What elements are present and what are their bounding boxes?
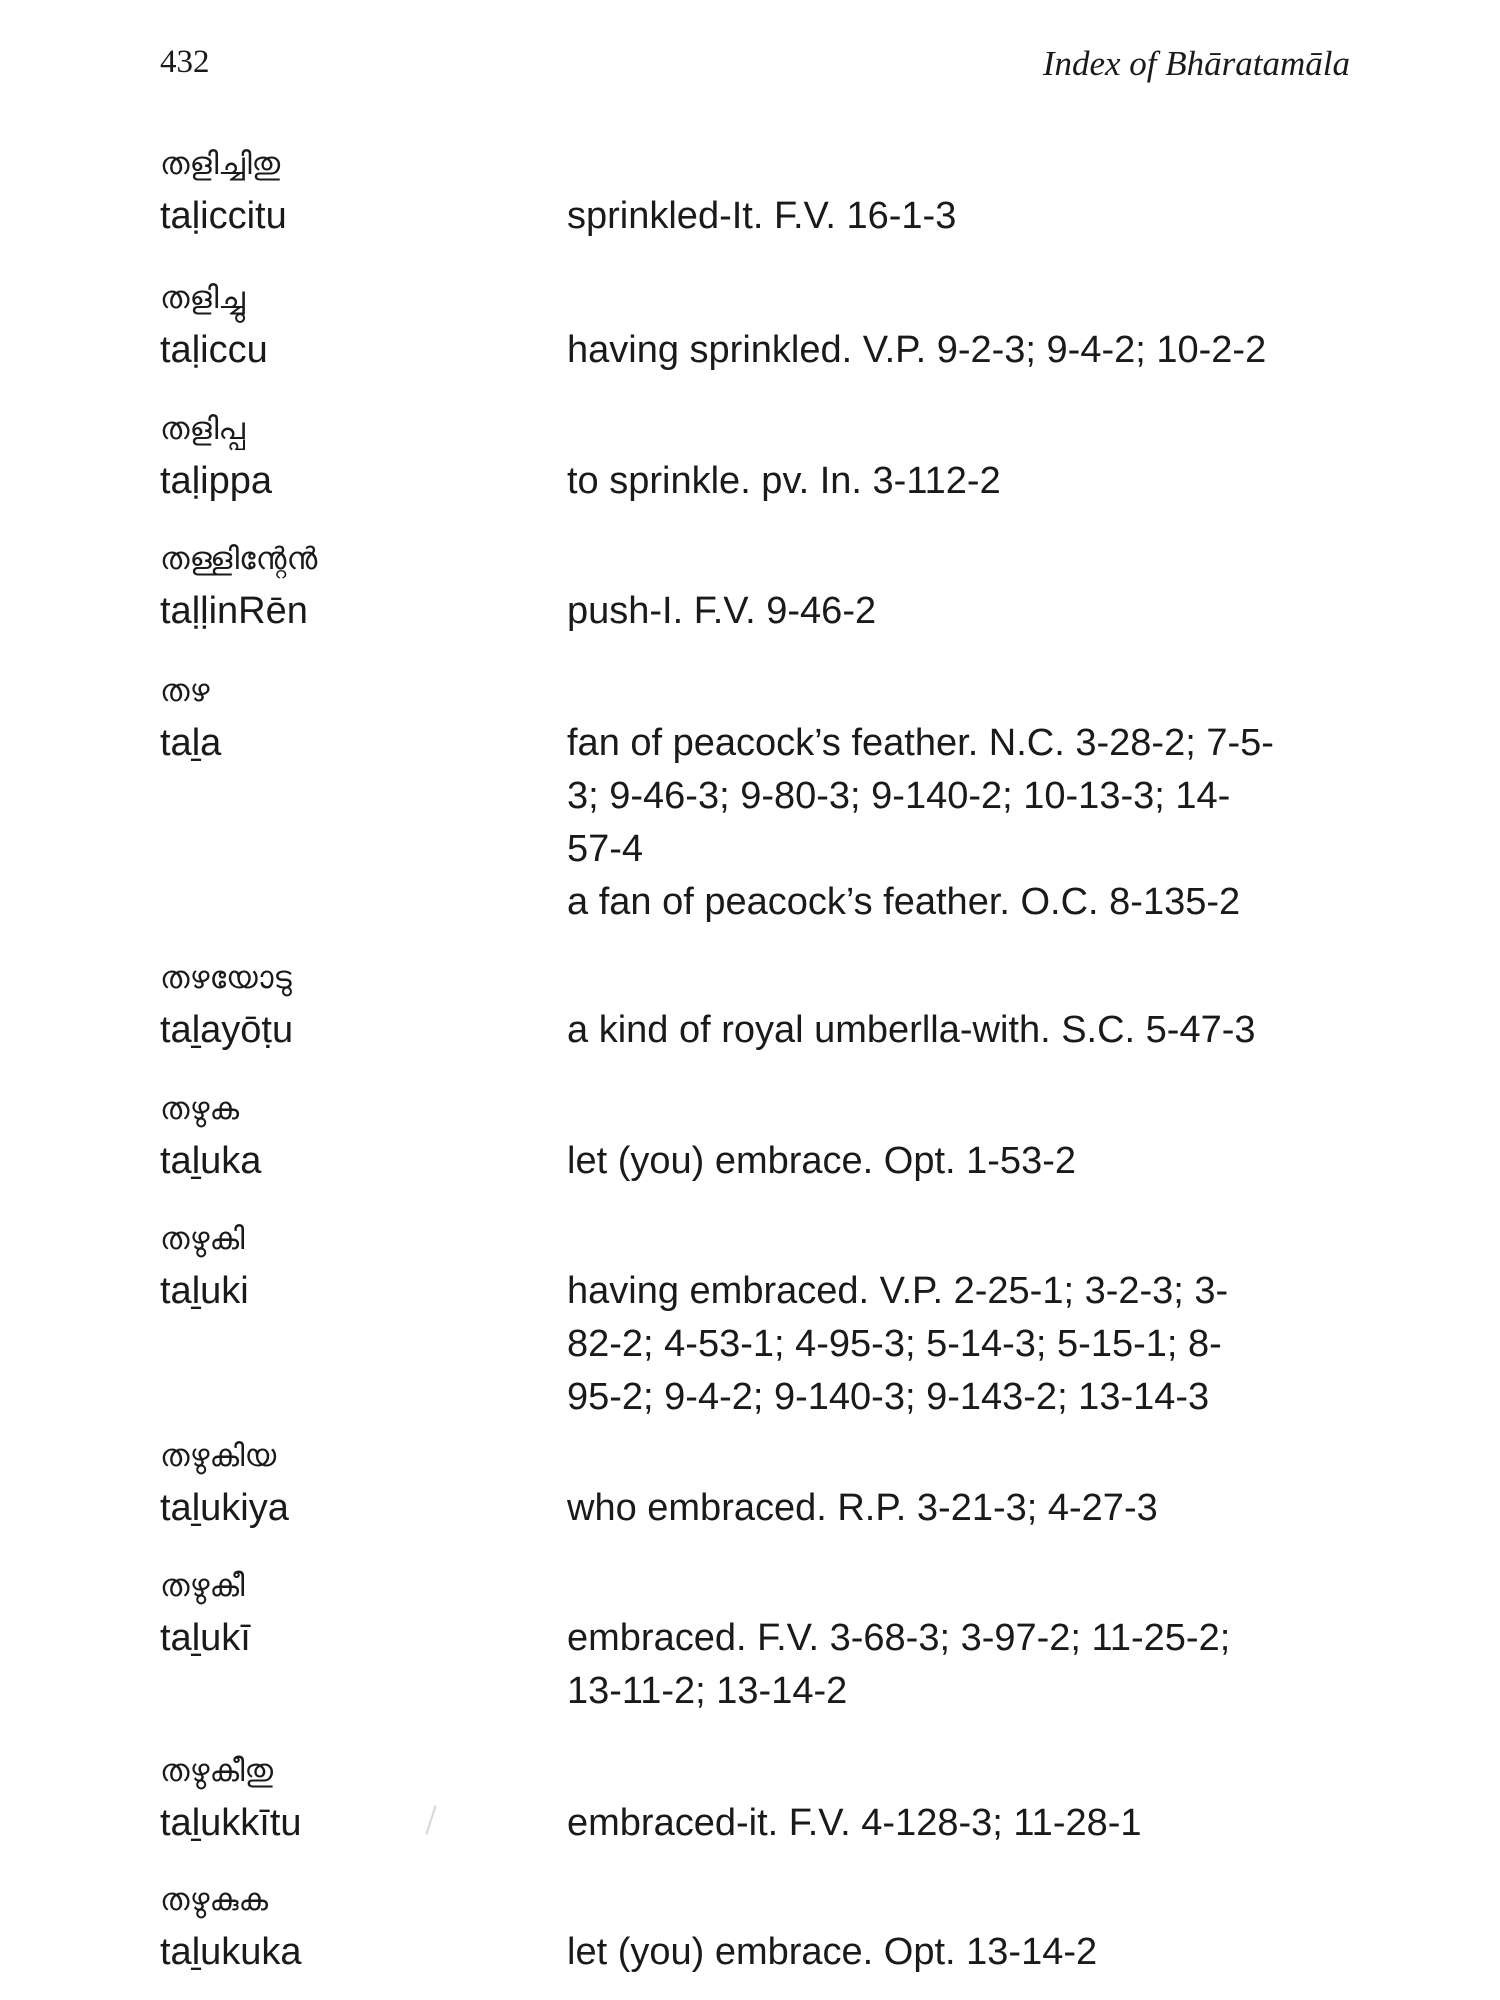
definition-line: embraced. F.V. 3-68-3; 3-97-2; 11-25-2; [567, 1617, 1231, 1659]
definition-line: embraced-it. F.V. 4-128-3; 11-28-1 [567, 1802, 1142, 1844]
transliteration: taḻuki [160, 1270, 249, 1312]
malayalam-headword: തള്ളിന്റേൻ [160, 541, 318, 577]
definition [567, 1926, 1362, 1979]
transliteration: taḷiccitu [160, 195, 287, 237]
malayalam-headword: തളിപ്പ [160, 411, 245, 447]
malayalam-headword: തഴുകീ [160, 1568, 245, 1604]
malayalam-headword: തഴുക [160, 1091, 240, 1127]
definition [567, 1265, 1362, 1424]
index-entry [160, 533, 1360, 638]
definition-line: 3; 9-46-3; 9-80-3; 9-140-2; 10-13-3; 14- [567, 775, 1231, 817]
definition-line: having sprinkled. V.P. 9-2-3; 9-4-2; 10-2-2 [567, 329, 1267, 371]
index-entry [160, 665, 1360, 929]
index-entry [160, 1745, 1360, 1850]
definition [567, 1612, 1362, 1718]
malayalam-headword: തഴുകി [160, 1221, 245, 1257]
definition [567, 455, 1362, 508]
definition [567, 1797, 1362, 1850]
transliteration: taḷiccu [160, 329, 268, 371]
definition-line: 82-2; 4-53-1; 4-95-3; 5-14-3; 5-15-1; 8- [567, 1323, 1222, 1365]
definition-line: having embraced. V.P. 2-25-1; 3-2-3; 3- [567, 1270, 1229, 1312]
transliteration: taḻayōṭu [160, 1009, 294, 1051]
definition [567, 1482, 1362, 1535]
malayalam-headword: തഴ [160, 673, 210, 709]
definition-line: let (you) embrace. Opt. 1-53-2 [567, 1140, 1076, 1182]
definition-line: to sprinkle. pv. In. 3-112-2 [567, 460, 1001, 502]
index-entry [160, 1430, 1360, 1535]
index-entry [160, 138, 1360, 243]
malayalam-headword: തളിച്ചു [160, 280, 245, 316]
index-entry [160, 952, 1360, 1057]
index-entry [160, 1874, 1360, 1979]
transliteration: taḷḷinRēn [160, 590, 308, 632]
definition-line: 57-4 [567, 828, 644, 870]
index-entry [160, 1083, 1360, 1188]
definition-line: push-I. F.V. 9-46-2 [567, 590, 877, 632]
definition [567, 1004, 1362, 1057]
definition-line: a kind of royal umberlla-with. S.C. 5-47-3 [567, 1009, 1256, 1051]
definition [567, 717, 1362, 929]
transliteration: taḻukiya [160, 1487, 289, 1529]
index-entry [160, 1560, 1360, 1718]
malayalam-headword: തളിച്ചിതു [160, 146, 281, 182]
transliteration: taḻukī [160, 1617, 251, 1659]
definition-line: fan of peacock’s feather. N.C. 3-28-2; 7-5- [567, 722, 1274, 764]
definition-line: 13-11-2; 13-14-2 [567, 1670, 848, 1712]
index-entry [160, 1213, 1360, 1424]
index-entry [160, 272, 1360, 377]
definition-line: let (you) embrace. Opt. 13-14-2 [567, 1931, 1098, 1973]
definition-line: 95-2; 9-4-2; 9-140-3; 9-143-2; 13-14-3 [567, 1376, 1210, 1418]
definition [567, 1135, 1362, 1188]
malayalam-headword: തഴയോടു [160, 960, 292, 996]
definition [567, 585, 1362, 638]
malayalam-headword: തഴുകുക [160, 1882, 269, 1918]
definition-line: who embraced. R.P. 3-21-3; 4-27-3 [567, 1487, 1158, 1529]
transliteration: taḻukuka [160, 1931, 302, 1973]
running-title: Index of Bhāratamāla [1042, 44, 1350, 83]
definition-line: sprinkled-It. F.V. 16-1-3 [567, 195, 957, 237]
definition-line: a fan of peacock’s feather. O.C. 8-135-2 [567, 881, 1241, 923]
page-number: 432 [160, 44, 210, 80]
index-entry [160, 403, 1360, 508]
transliteration: taḻukkītu [160, 1802, 302, 1844]
malayalam-headword: തഴുകീതു [160, 1753, 274, 1789]
malayalam-headword: തഴുകിയ [160, 1438, 277, 1474]
transliteration: taḻuka [160, 1140, 262, 1182]
transliteration: taḻa [160, 722, 222, 764]
definition [567, 324, 1362, 377]
transliteration: taḷippa [160, 460, 272, 502]
definition [567, 190, 1362, 243]
